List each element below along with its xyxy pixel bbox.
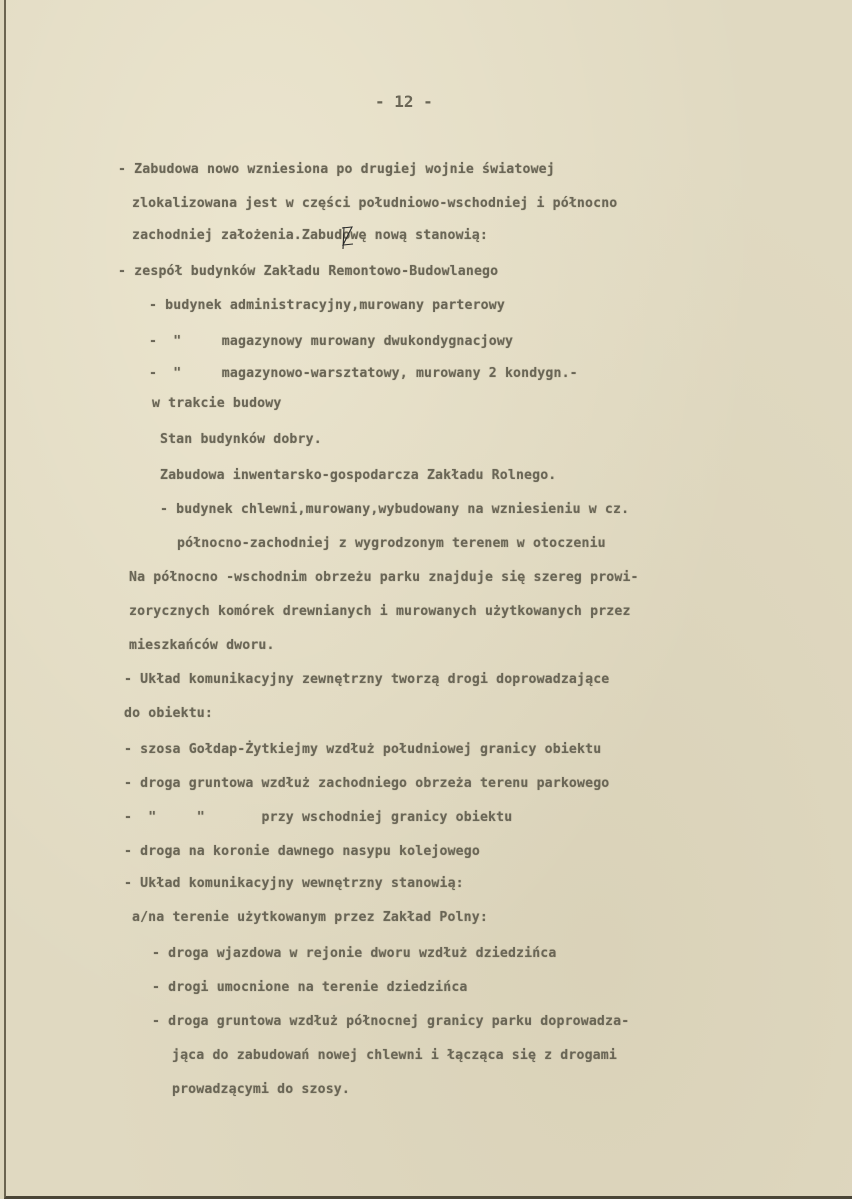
text-line: - droga gruntowa wzdłuż zachodniego obrzeża terenu parkowego <box>124 776 610 791</box>
text-line: a/na terenie użytkowanym przez Zakład Polny: <box>132 910 488 925</box>
text-line: zachodniej założenia.Zabudowę nową stanowią: <box>132 228 488 243</box>
text-line: Zabudowa inwentarsko-gospodarcza Zakładu Rolnego. <box>160 468 557 483</box>
text-line: północno-zachodniej z wygrodzonym terenem w otoczeniu <box>177 536 606 551</box>
text-line: zorycznych komórek drewnianych i murowanych użytkowanych przez <box>129 604 631 619</box>
text-line: - droga wjazdowa w rejonie dworu wzdłuż dziedzińca <box>152 946 557 961</box>
text-line: - Układ komunikacyjny wewnętrzny stanowią: <box>124 876 464 891</box>
text-line: prowadzącymi do szosy. <box>172 1082 350 1097</box>
text-line: - droga na koronie dawnego nasypu kolejowego <box>124 844 480 859</box>
text-line: - Zabudowa nowo wzniesiona po drugiej wojnie światowej <box>118 162 555 177</box>
text-line: - " magazynowy murowany dwukondygnacjowy <box>149 334 514 349</box>
text-line: - budynek administracyjny,murowany parterowy <box>149 298 505 313</box>
text-line: Stan budynków dobry. <box>160 432 322 447</box>
text-line: - " " przy wschodniej granicy obiektu <box>124 810 513 825</box>
text-line: - droga gruntowa wzdłuż północnej granicy parku doprowadza- <box>152 1014 630 1029</box>
text-line: zlokalizowana jest w części południowo-wschodniej i północno <box>132 196 618 211</box>
handwritten-correction-mark <box>340 225 354 249</box>
page-number: - 12 - <box>375 92 433 111</box>
text-line: - zespół budynków Zakładu Remontowo-Budowlanego <box>118 264 499 279</box>
text-line: - " magazynowo-warsztatowy, murowany 2 kondygn.- <box>149 366 578 381</box>
text-line: - drogi umocnione na terenie dziedzińca <box>152 980 468 995</box>
text-line: - szosa Gołdap-Żytkiejmy wzdłuż południowej granicy obiektu <box>124 742 602 757</box>
text-line: Na północno -wschodnim obrzeżu parku znajduje się szereg prowi- <box>129 570 639 585</box>
document-page <box>4 0 852 1199</box>
text-line: do obiektu: <box>124 706 213 721</box>
text-line: w trakcie budowy <box>152 396 282 411</box>
text-line: - Układ komunikacyjny zewnętrzny tworzą drogi doprowadzające <box>124 672 610 687</box>
text-line: - budynek chlewni,murowany,wybudowany na wzniesieniu w cz. <box>160 502 630 517</box>
text-line: mieszkańców dworu. <box>129 638 275 653</box>
text-line: jąca do zabudowań nowej chlewni i łącząca się z drogami <box>172 1048 617 1063</box>
